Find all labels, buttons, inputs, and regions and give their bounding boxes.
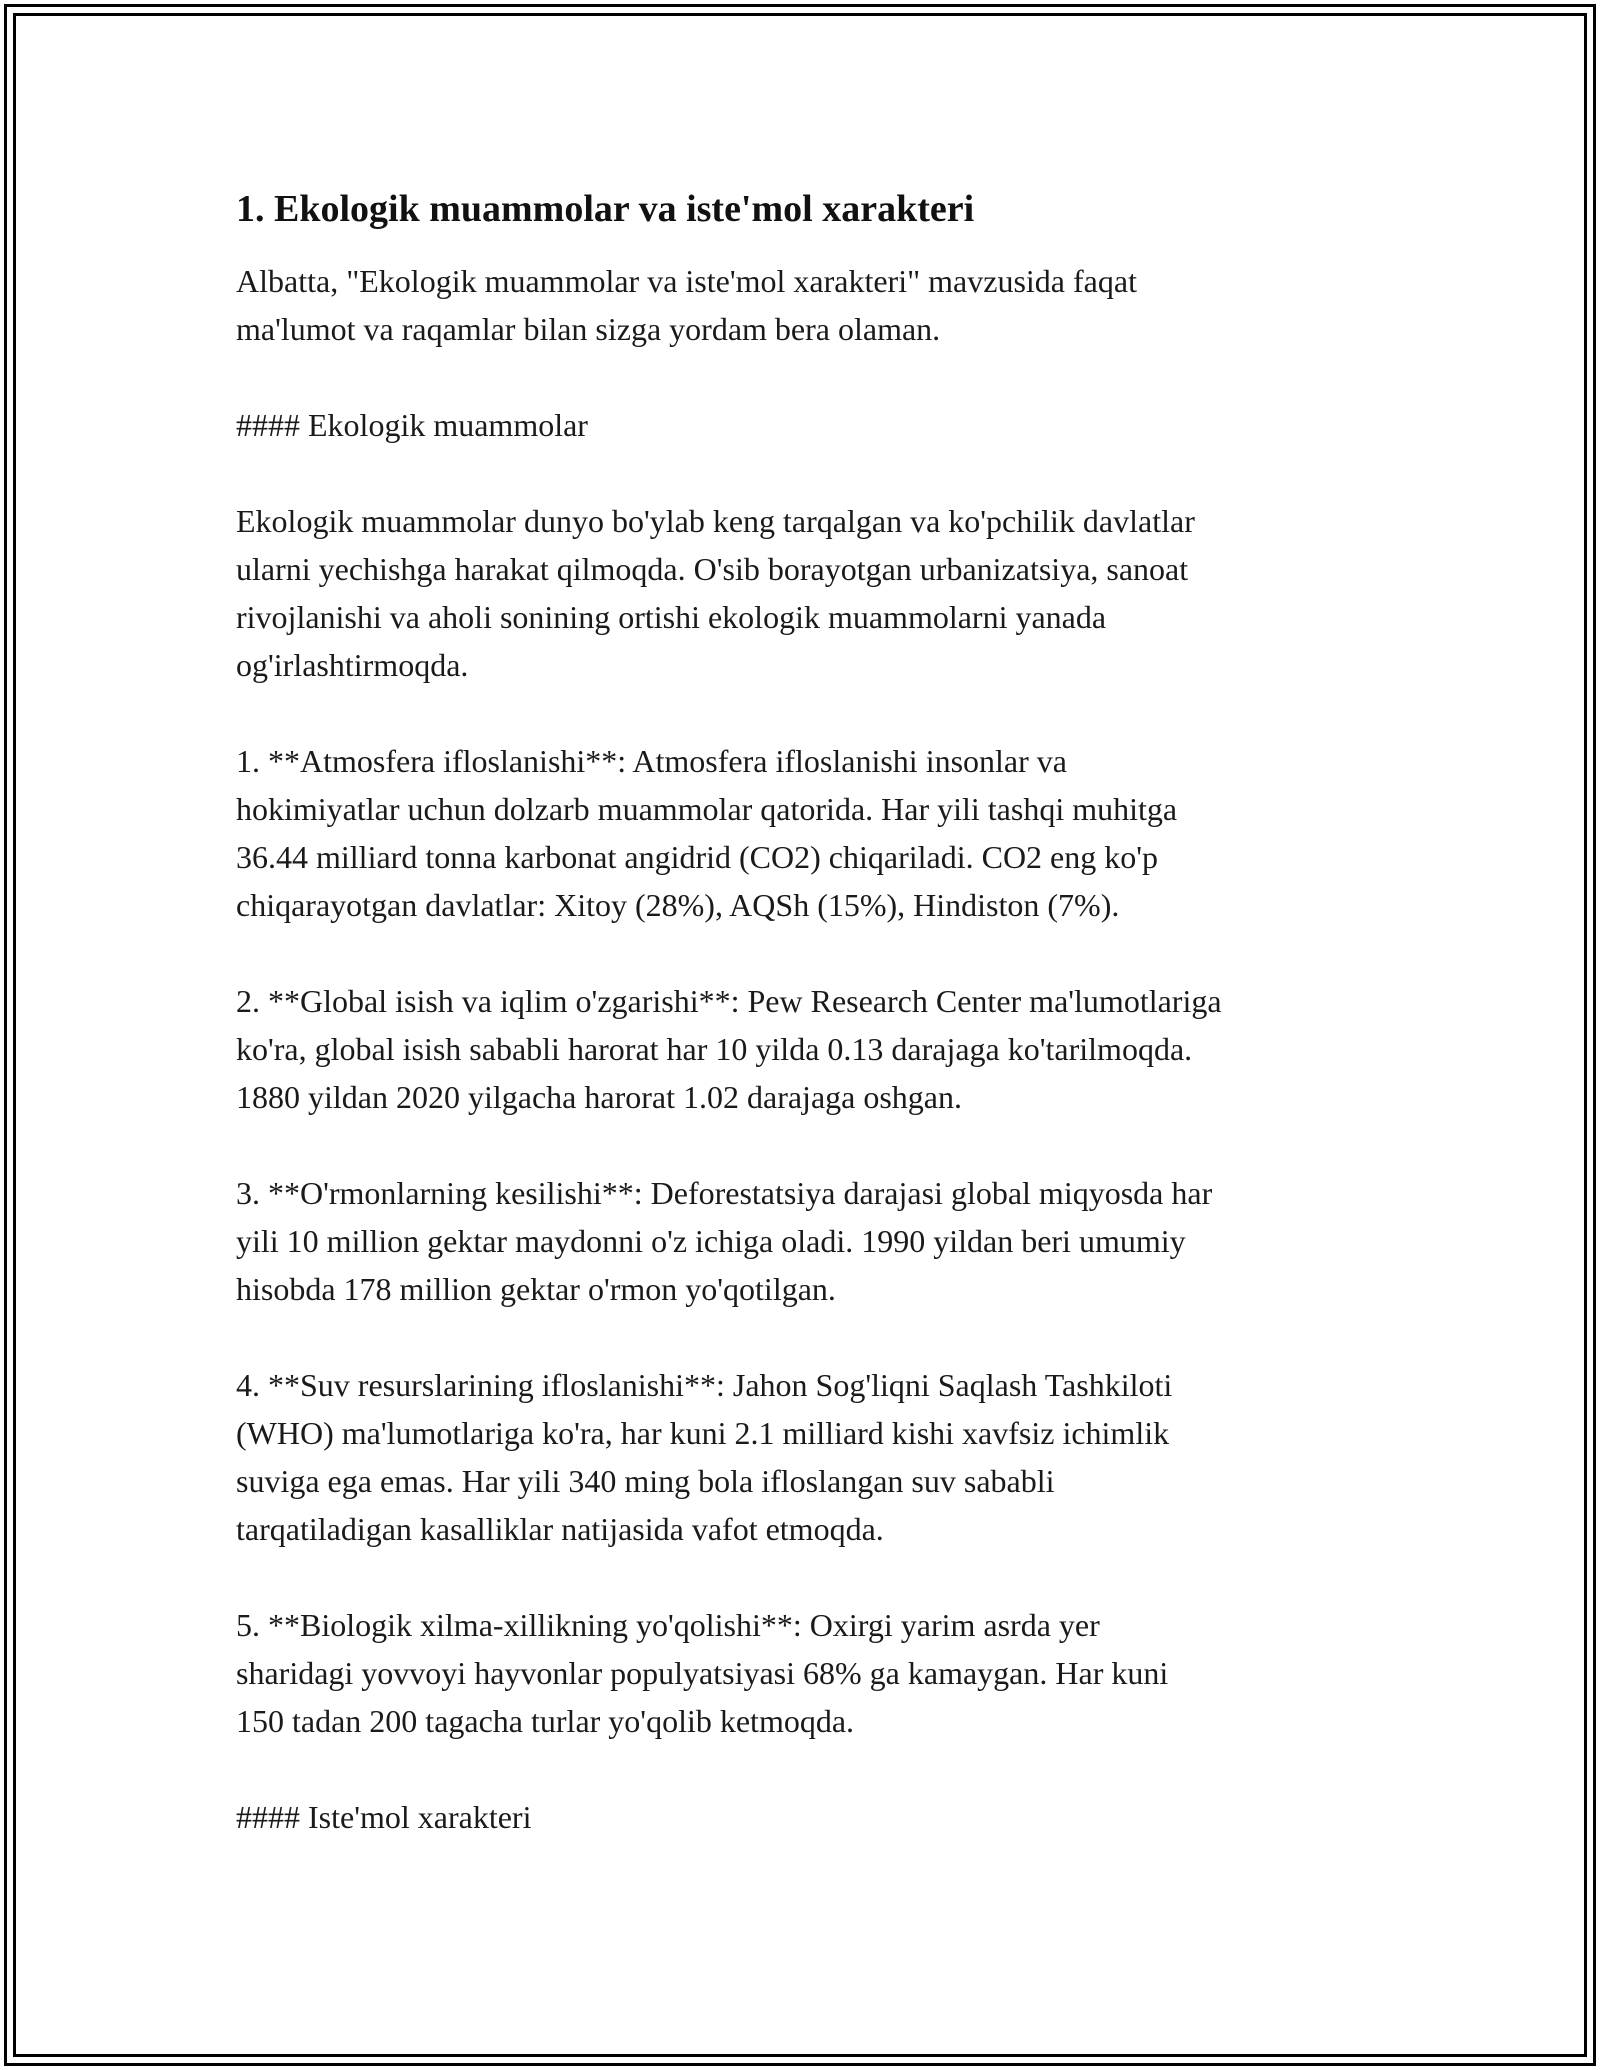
text-line: 36.44 milliard tonna karbonat angidrid (CO2) chiqariladi. CO2 eng ko'p — [236, 839, 1159, 875]
text-line: ularni yechishga harakat qilmoqda. O'sib borayotgan urbanizatsiya, sanoat — [236, 551, 1189, 587]
text-line: 5. **Biologik xilma-xillikning yo'qolishi**: Oxirgi yarim asrda yer — [236, 1607, 1100, 1643]
section-heading-ekologik-muammolar — [236, 401, 1386, 449]
text-line: (WHO) ma'lumotlariga ko'ra, har kuni 2.1 milliard kishi xavfsiz ichimlik — [236, 1415, 1170, 1451]
list-item-global-isish — [236, 977, 1386, 1121]
text-line: hokimiyatlar uchun dolzarb muammolar qatorida. Har yili tashqi muhitga — [236, 791, 1178, 827]
text-line: suviga ega emas. Har yili 340 ming bola ifloslangan suv sababli — [236, 1463, 1055, 1499]
list-item-atmosfera — [236, 737, 1386, 929]
intro-paragraph — [236, 257, 1386, 353]
document-title: 1. Ekologik muammolar va iste'mol xarakteri — [236, 188, 975, 230]
text-line: 1. **Atmosfera ifloslanishi**: Atmosfera ifloslanishi insonlar va — [236, 743, 1067, 779]
text-line: 150 tadan 200 tagacha turlar yo'qolib ketmoqda. — [236, 1703, 855, 1739]
text-line: 2. **Global isish va iqlim o'zgarishi**: Pew Research Center ma'lumotlariga — [236, 983, 1222, 1019]
text-line: hisobda 178 million gektar o'rmon yo'qotilgan. — [236, 1271, 836, 1307]
document-body — [236, 185, 1386, 1889]
overview-paragraph — [236, 497, 1386, 689]
text-line: og'irlashtirmoqda. — [236, 647, 469, 683]
list-item-suv-resurslari — [236, 1361, 1386, 1553]
text-line: 1880 yildan 2020 yilgacha harorat 1.02 darajaga oshgan. — [236, 1079, 962, 1115]
text-line: tarqatiladigan kasalliklar natijasida vafot etmoqda. — [236, 1511, 884, 1547]
text-line: ma'lumot va raqamlar bilan sizga yordam bera olaman. — [236, 311, 941, 347]
text-line: Albatta, "Ekologik muammolar va iste'mol xarakteri" mavzusida faqat — [236, 263, 1137, 299]
text-line: #### Ekologik muammolar — [236, 407, 588, 443]
text-line: rivojlanishi va aholi sonining ortishi ekologik muammolarni yanada — [236, 599, 1107, 635]
section-heading-istemol — [236, 1793, 1386, 1841]
text-line: 4. **Suv resurslarining ifloslanishi**: Jahon Sog'liqni Saqlash Tashkiloti — [236, 1367, 1173, 1403]
list-item-biologik — [236, 1601, 1386, 1745]
text-line: Ekologik muammolar dunyo bo'ylab keng tarqalgan va ko'pchilik davlatlar — [236, 503, 1195, 539]
text-line: #### Iste'mol xarakteri — [236, 1799, 532, 1835]
text-line: yili 10 million gektar maydonni o'z ichiga oladi. 1990 yildan beri umumiy — [236, 1223, 1186, 1259]
list-item-ormonlar — [236, 1169, 1386, 1313]
text-line: sharidagi yovvoyi hayvonlar populyatsiyasi 68% ga kamaygan. Har kuni — [236, 1655, 1169, 1691]
text-line: chiqarayotgan davlatlar: Xitoy (28%), AQSh (15%), Hindiston (7%). — [236, 887, 1120, 923]
text-line: ko'ra, global isish sababli harorat har 10 yilda 0.13 darajaga ko'tarilmoqda. — [236, 1031, 1193, 1067]
text-line: 3. **O'rmonlarning kesilishi**: Deforestatsiya darajasi global miqyosda har — [236, 1175, 1213, 1211]
